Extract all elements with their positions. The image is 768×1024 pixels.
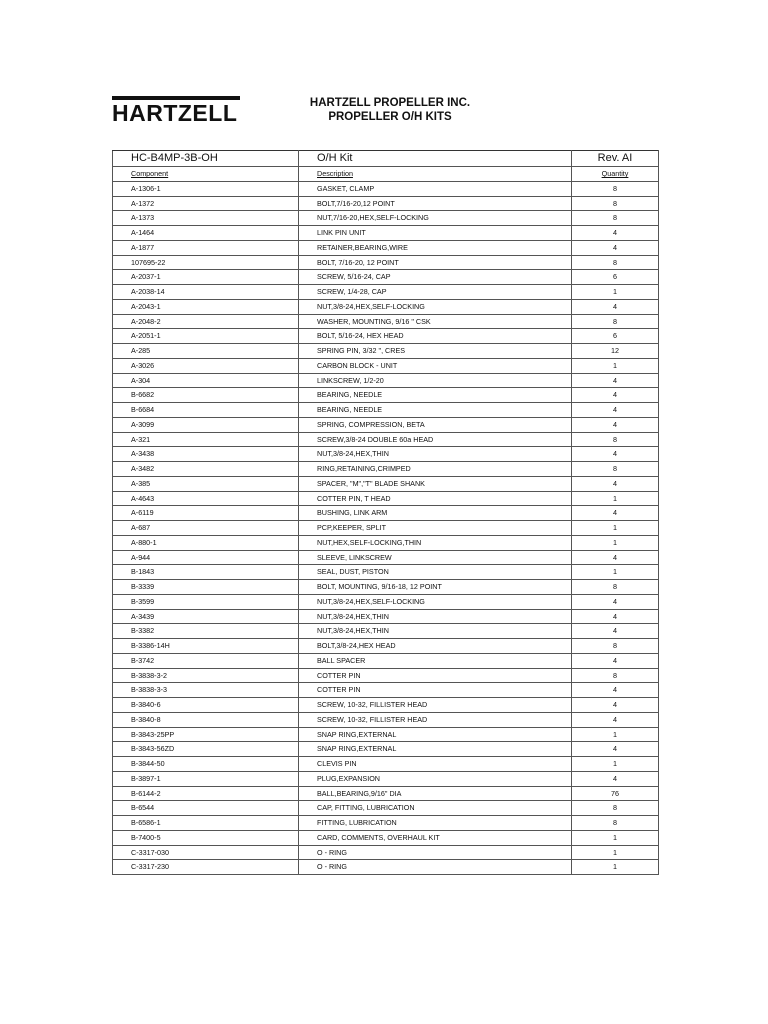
title-company: HARTZELL PROPELLER INC. [309, 97, 471, 109]
component-cell: 107695-22 [113, 255, 299, 270]
description-cell: SCREW, 1/4-28, CAP [299, 285, 572, 300]
quantity-cell: 6 [572, 270, 659, 285]
column-header-row [113, 167, 659, 182]
table-row [113, 270, 659, 285]
quantity-cell: 1 [572, 757, 659, 772]
description-cell: FITTING, LUBRICATION [299, 816, 572, 831]
component-cell: A-3026 [113, 358, 299, 373]
quantity-cell: 4 [572, 373, 659, 388]
component-cell: B-7400-5 [113, 830, 299, 845]
component-cell: B-6682 [113, 388, 299, 403]
component-cell: A-3482 [113, 462, 299, 477]
table-row [113, 285, 659, 300]
quantity-cell: 4 [572, 299, 659, 314]
table-row [113, 462, 659, 477]
component-cell: B-3897-1 [113, 771, 299, 786]
quantity-cell: 4 [572, 550, 659, 565]
description-cell: LINK PIN UNIT [299, 226, 572, 241]
description-cell: PLUG,EXPANSION [299, 771, 572, 786]
quantity-cell: 6 [572, 329, 659, 344]
description-cell: SNAP RING,EXTERNAL [299, 727, 572, 742]
component-cell: A-1306-1 [113, 181, 299, 196]
table-row [113, 196, 659, 211]
description-cell: RING,RETAINING,CRIMPED [299, 462, 572, 477]
table-row [113, 712, 659, 727]
table-row [113, 624, 659, 639]
table-row [113, 860, 659, 875]
component-cell: A-2051-1 [113, 329, 299, 344]
component-cell: A-321 [113, 432, 299, 447]
description-cell: NUT,3/8-24,HEX,THIN [299, 609, 572, 624]
quantity-cell: 8 [572, 314, 659, 329]
quantity-cell: 4 [572, 226, 659, 241]
quantity-cell: 1 [572, 845, 659, 860]
logo-text: HARTZELL [112, 100, 238, 126]
quantity-cell: 1 [572, 358, 659, 373]
description-cell: SCREW,3/8-24 DOUBLE 60a HEAD [299, 432, 572, 447]
component-cell: B-3840-8 [113, 712, 299, 727]
document-title [280, 96, 500, 124]
component-cell: A-3099 [113, 417, 299, 432]
quantity-cell: 1 [572, 727, 659, 742]
quantity-cell: 1 [572, 860, 659, 875]
component-cell: B-1843 [113, 565, 299, 580]
quantity-cell: 76 [572, 786, 659, 801]
description-cell: BOLT, 5/16-24, HEX HEAD [299, 329, 572, 344]
component-cell: B-3386-14H [113, 639, 299, 654]
quantity-cell: 4 [572, 624, 659, 639]
quantity-cell: 4 [572, 771, 659, 786]
description-cell: SNAP RING,EXTERNAL [299, 742, 572, 757]
quantity-cell: 8 [572, 801, 659, 816]
table-row [113, 491, 659, 506]
description-cell: BOLT, MOUNTING, 9/16-18, 12 POINT [299, 580, 572, 595]
hartzell-logo [112, 96, 240, 126]
table-row [113, 314, 659, 329]
component-cell: B-3382 [113, 624, 299, 639]
table-row [113, 226, 659, 241]
quantity-cell: 8 [572, 211, 659, 226]
description-cell: RETAINER,BEARING,WIRE [299, 240, 572, 255]
description-cell: SPRING PIN, 3/32 ", CRES [299, 344, 572, 359]
quantity-cell: 4 [572, 698, 659, 713]
quantity-cell: 4 [572, 683, 659, 698]
component-cell: C-3317-230 [113, 860, 299, 875]
component-cell: A-1373 [113, 211, 299, 226]
component-cell: A-1464 [113, 226, 299, 241]
component-cell: A-944 [113, 550, 299, 565]
table-row [113, 388, 659, 403]
table-row [113, 432, 659, 447]
description-cell: PCP,KEEPER, SPLIT [299, 521, 572, 536]
description-column-header: Description [317, 169, 353, 178]
component-cell: B-3599 [113, 594, 299, 609]
table-row [113, 358, 659, 373]
component-cell: B-3838-3-3 [113, 683, 299, 698]
quantity-cell: 4 [572, 240, 659, 255]
quantity-cell: 4 [572, 417, 659, 432]
description-cell: CARBON BLOCK - UNIT [299, 358, 572, 373]
description-cell: CLEVIS PIN [299, 757, 572, 772]
table-row [113, 535, 659, 550]
quantity-cell: 8 [572, 580, 659, 595]
kit-table [112, 150, 659, 875]
component-cell: B-3844-50 [113, 757, 299, 772]
table-row [113, 240, 659, 255]
table-row [113, 580, 659, 595]
component-cell: A-2038-14 [113, 285, 299, 300]
component-cell: B-3339 [113, 580, 299, 595]
quantity-cell: 8 [572, 196, 659, 211]
quantity-cell: 8 [572, 462, 659, 477]
component-cell: B-3840-6 [113, 698, 299, 713]
table-row [113, 506, 659, 521]
quantity-cell: 4 [572, 653, 659, 668]
component-cell: B-6684 [113, 403, 299, 418]
quantity-cell: 4 [572, 476, 659, 491]
component-column-header: Component [131, 169, 169, 178]
component-cell: A-3438 [113, 447, 299, 462]
component-cell: A-1372 [113, 196, 299, 211]
quantity-cell: 8 [572, 639, 659, 654]
description-cell: BALL,BEARING,9/16" DIA [299, 786, 572, 801]
title-subtitle: PROPELLER O/H KITS [328, 111, 452, 123]
table-row [113, 329, 659, 344]
component-cell: B-3843-56ZD [113, 742, 299, 757]
table-row [113, 565, 659, 580]
description-cell: SPRING, COMPRESSION, BETA [299, 417, 572, 432]
component-cell: A-3439 [113, 609, 299, 624]
component-cell: B-6586-1 [113, 816, 299, 831]
description-cell: SCREW, 10-32, FILLISTER HEAD [299, 698, 572, 713]
quantity-cell: 1 [572, 535, 659, 550]
component-cell: B-3843-25PP [113, 727, 299, 742]
table-row [113, 447, 659, 462]
table-row [113, 786, 659, 801]
component-cell: A-2037-1 [113, 270, 299, 285]
description-cell: NUT,3/8-24,HEX,SELF-LOCKING [299, 299, 572, 314]
description-cell: LINKSCREW, 1/2-20 [299, 373, 572, 388]
description-cell: WASHER, MOUNTING, 9/16 " CSK [299, 314, 572, 329]
description-cell: NUT,7/16-20,HEX,SELF-LOCKING [299, 211, 572, 226]
table-row [113, 594, 659, 609]
quantity-cell: 4 [572, 609, 659, 624]
table-row [113, 742, 659, 757]
description-cell: BOLT,3/8-24,HEX HEAD [299, 639, 572, 654]
table-row [113, 668, 659, 683]
component-cell: A-385 [113, 476, 299, 491]
quantity-cell: 1 [572, 285, 659, 300]
table-row [113, 521, 659, 536]
table-row [113, 771, 659, 786]
table-row [113, 609, 659, 624]
quantity-cell: 8 [572, 432, 659, 447]
component-cell: A-2048-2 [113, 314, 299, 329]
description-cell: COTTER PIN, T HEAD [299, 491, 572, 506]
description-cell: O - RING [299, 845, 572, 860]
table-row [113, 698, 659, 713]
table-header-row [113, 151, 659, 167]
component-cell: A-687 [113, 521, 299, 536]
component-cell: A-4643 [113, 491, 299, 506]
table-row [113, 373, 659, 388]
quantity-cell: 4 [572, 742, 659, 757]
table-row [113, 181, 659, 196]
description-cell: CAP, FITTING, LUBRICATION [299, 801, 572, 816]
description-cell: BOLT, 7/16-20, 12 POINT [299, 255, 572, 270]
description-cell: GASKET, CLAMP [299, 181, 572, 196]
description-cell: SLEEVE, LINKSCREW [299, 550, 572, 565]
model-number: HC-B4MP-3B-OH [113, 151, 299, 167]
table-row [113, 550, 659, 565]
quantity-cell: 4 [572, 403, 659, 418]
quantity-cell: 8 [572, 255, 659, 270]
description-cell: O - RING [299, 860, 572, 875]
table-row [113, 344, 659, 359]
description-cell: CARD, COMMENTS, OVERHAUL KIT [299, 830, 572, 845]
description-cell: SCREW, 5/16-24, CAP [299, 270, 572, 285]
table-row [113, 683, 659, 698]
description-cell: BOLT,7/16-20,12 POINT [299, 196, 572, 211]
quantity-cell: 4 [572, 712, 659, 727]
description-cell: NUT,3/8-24,HEX,THIN [299, 624, 572, 639]
quantity-cell: 12 [572, 344, 659, 359]
component-cell: A-880-1 [113, 535, 299, 550]
description-cell: SCREW, 10-32, FILLISTER HEAD [299, 712, 572, 727]
component-cell: B-6144-2 [113, 786, 299, 801]
table-row [113, 830, 659, 845]
table-row [113, 653, 659, 668]
quantity-cell: 8 [572, 668, 659, 683]
table-row [113, 417, 659, 432]
component-cell: C-3317-030 [113, 845, 299, 860]
table-row [113, 476, 659, 491]
description-cell: NUT,3/8-24,HEX,SELF-LOCKING [299, 594, 572, 609]
quantity-cell: 8 [572, 181, 659, 196]
description-cell: SPACER, "M","T" BLADE SHANK [299, 476, 572, 491]
table-row [113, 299, 659, 314]
quantity-cell: 4 [572, 388, 659, 403]
quantity-cell: 1 [572, 491, 659, 506]
description-cell: SEAL, DUST, PISTON [299, 565, 572, 580]
component-cell: B-3742 [113, 653, 299, 668]
kit-label: O/H Kit [299, 151, 572, 167]
component-cell: A-1877 [113, 240, 299, 255]
quantity-column-header: Quantity [601, 169, 629, 178]
table-row [113, 639, 659, 654]
component-cell: A-285 [113, 344, 299, 359]
table-row [113, 403, 659, 418]
quantity-cell: 1 [572, 565, 659, 580]
description-cell: COTTER PIN [299, 668, 572, 683]
quantity-cell: 8 [572, 816, 659, 831]
component-cell: B-6544 [113, 801, 299, 816]
quantity-cell: 4 [572, 447, 659, 462]
quantity-cell: 4 [572, 506, 659, 521]
table-row [113, 727, 659, 742]
table-row [113, 801, 659, 816]
revision-label: Rev. AI [572, 151, 659, 167]
component-cell: A-2043-1 [113, 299, 299, 314]
description-cell: COTTER PIN [299, 683, 572, 698]
quantity-cell: 1 [572, 521, 659, 536]
component-cell: A-6119 [113, 506, 299, 521]
description-cell: BEARING, NEEDLE [299, 388, 572, 403]
description-cell: NUT,3/8-24,HEX,THIN [299, 447, 572, 462]
description-cell: BEARING, NEEDLE [299, 403, 572, 418]
component-cell: A-304 [113, 373, 299, 388]
component-cell: B-3838-3-2 [113, 668, 299, 683]
quantity-cell: 1 [572, 830, 659, 845]
table-row [113, 255, 659, 270]
description-cell: NUT,HEX,SELF-LOCKING,THIN [299, 535, 572, 550]
description-cell: BALL SPACER [299, 653, 572, 668]
table-row [113, 757, 659, 772]
table-row [113, 845, 659, 860]
table-row [113, 816, 659, 831]
description-cell: BUSHING, LINK ARM [299, 506, 572, 521]
quantity-cell: 4 [572, 594, 659, 609]
table-row [113, 211, 659, 226]
